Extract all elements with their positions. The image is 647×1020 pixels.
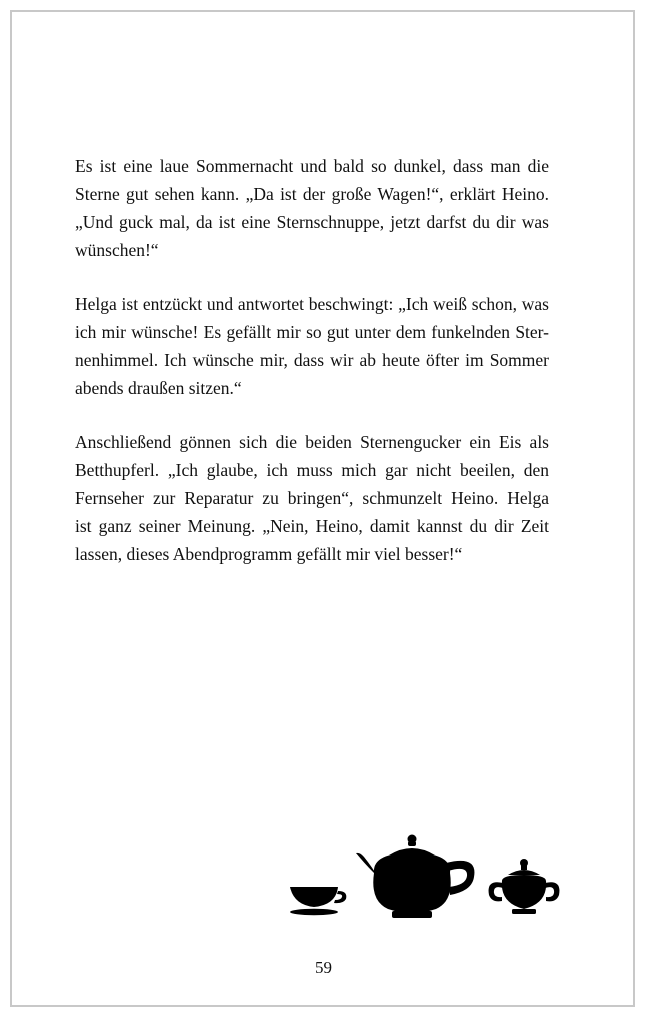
text-line: Helga ist entzückt und antwortet beschwingt: „Ich weiß schon, was [75,294,549,314]
teacup-icon [290,887,346,915]
text-line: Es ist eine laue Sommernacht und bald so dunkel, dass man die [75,156,549,176]
text-line: Anschließend gönnen sich die beiden Sternengucker ein Eis als [75,432,549,452]
text-line: wünschen!“ [75,240,159,260]
text-line: ich mir wünsche! Es gefällt mir so gut unter dem funkelnden Ster- [75,322,549,342]
text-line: Fernseher zur Reparatur zu bringen“, schmunzelt Heino. Helga [75,488,549,508]
paragraph-2 [75,290,549,402]
page-number: 59 [315,958,332,977]
paragraph-3 [75,428,549,568]
teapot-icon [356,835,474,919]
text-line: abends draußen sitzen.“ [75,378,242,398]
text-line: Sterne gut sehen kann. „Da ist der große Wagen!“, erklärt Heino. [75,184,549,204]
text-line: „Und guck mal, da ist eine Sternschnuppe, jetzt darfst du dir was [75,212,549,232]
sugar-bowl-icon [489,859,560,914]
text-line: nenhimmel. Ich wünsche mir, dass wir ab heute öfter im Sommer [75,350,549,370]
text-line: ist ganz seiner Meinung. „Nein, Heino, damit kannst du dir Zeit [75,516,549,536]
tea-set-illustration [286,833,571,923]
text-line: Betthupferl. „Ich glaube, ich muss mich gar nicht beeilen, den [75,460,549,480]
text-line: lassen, dieses Abendprogramm gefällt mir viel besser!“ [75,544,463,564]
paragraph-1 [75,152,549,264]
